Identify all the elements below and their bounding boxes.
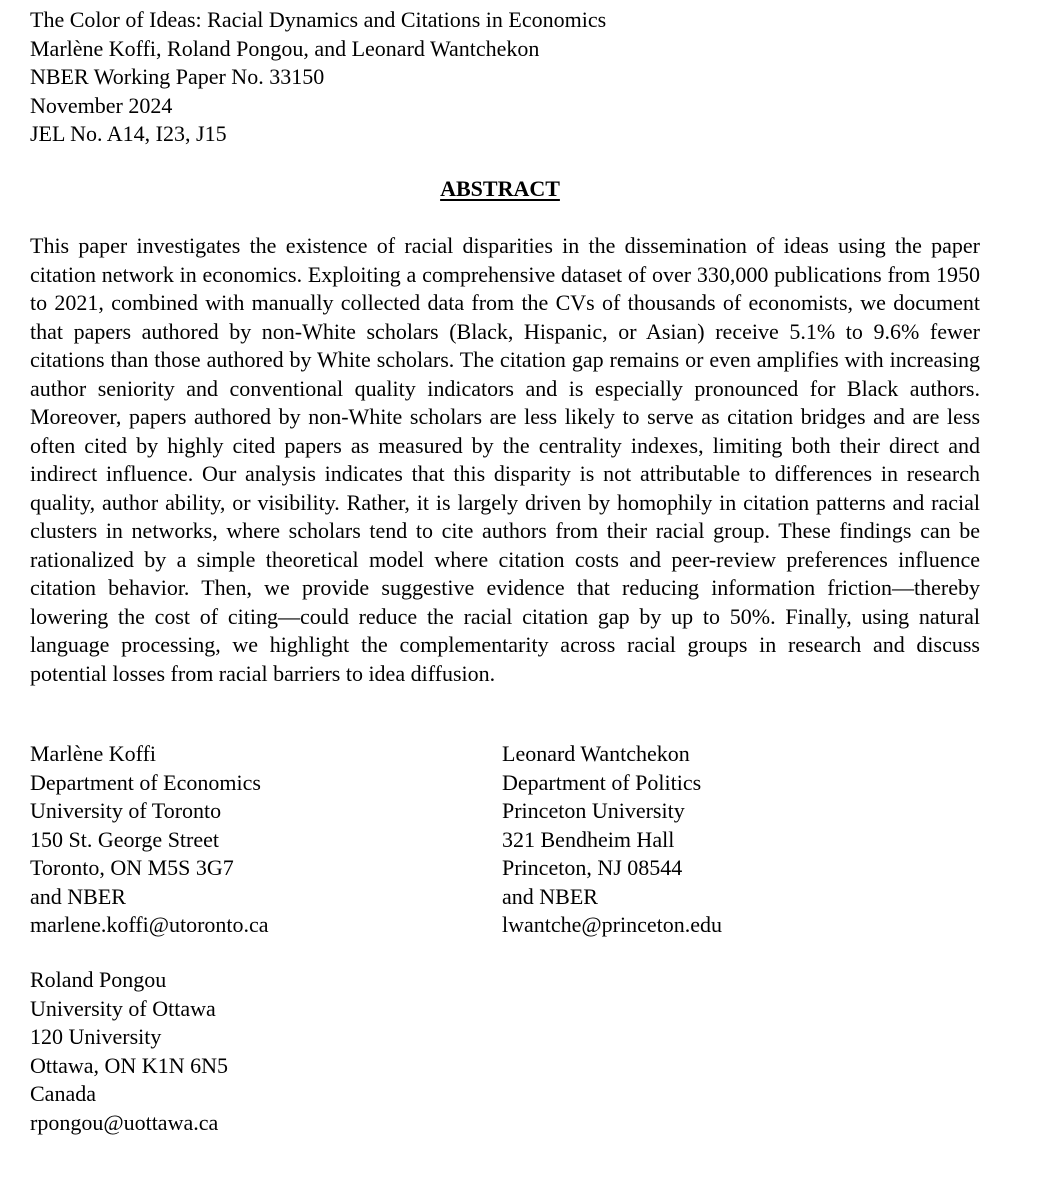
author-department: Department of Politics	[502, 769, 702, 795]
author-institution: Princeton University	[502, 798, 685, 823]
abstract-heading: ABSTRACT	[440, 176, 560, 201]
author-email: marlene.koffi@utoronto.ca	[30, 912, 269, 937]
paper-header	[30, 6, 606, 149]
paper-jel: JEL No. A14, I23, J15	[30, 121, 227, 146]
author-address-koffi	[30, 740, 269, 940]
author-department: Department of Economics	[30, 769, 261, 795]
author-institution: University of Ottawa	[30, 995, 216, 1021]
author-email: rpongou@uottawa.ca	[30, 1109, 219, 1135]
abstract-text: This paper investigates the existence of racial disparities in the dissemination of ideas using the paper citation network in economics. Exploiting a comprehensive dataset of over 330,000 publications from 1950 to 2021, combined with manually collected data from the CVs of thousands of economists, we document that papers authored by non-White scholars (Black, Hispanic, or Asian) receive 5.1% to 9.6% fewer citations than those authored by White scholars. The citation gap remains or even amplifies with increasing author seniority and conventional quality indicators and is especially pronounced for Black authors. Moreover, papers authored by non-White scholars are less likely to serve as citation bridges and are less often cited by highly cited papers as measured by the centrality indexes, limiting both their direct and indirect influence. Our analysis indicates that this disparity is not attributable to differences in research quality, author ability, or visibility. Rather, it is largely driven by homophily in citation patterns and racial clusters in networks, where scholars tend to cite authors from their racial group. These findings can be rationalized by a simple theoretical model where citation costs and peer-review preferences influence citation behavior. Then, we provide suggestive evidence that reducing information friction—thereby lowering the cost of citing—could reduce the racial citation gap by up to 50%. Finally, using natural language processing, we highlight the complementarity across racial groups in research and discuss potential losses from racial barriers to idea diffusion.	[30, 233, 980, 686]
author-email: lwantche@princeton.edu	[502, 912, 723, 937]
author-city: Ottawa, ON K1N 6N5	[30, 1052, 228, 1078]
author-address-pongou	[30, 966, 228, 1137]
author-name: Leonard Wantchekon	[502, 741, 690, 766]
author-street: 321 Bendheim Hall	[502, 826, 675, 852]
author-street: 150 St. George Street	[30, 826, 220, 852]
author-name: Marlène Koffi	[30, 741, 157, 766]
author-affiliation: and NBER	[30, 883, 126, 909]
author-street: 120 University	[30, 1024, 162, 1049]
author-city: Toronto, ON M5S 3G7	[30, 855, 234, 880]
author-address-wantchekon	[502, 740, 722, 940]
paper-title: The Color of Ideas: Racial Dynamics and Citations in Economics	[30, 7, 607, 32]
author-city: Princeton, NJ 08544	[502, 855, 683, 880]
paper-authors: Marlène Koffi, Roland Pongou, and Leonard Wantchekon	[30, 35, 540, 61]
author-country: Canada	[30, 1081, 96, 1106]
author-affiliation: and NBER	[502, 883, 598, 909]
author-institution: University of Toronto	[30, 798, 222, 823]
paper-series: NBER Working Paper No. 33150	[30, 64, 325, 89]
paper-date: November 2024	[30, 92, 173, 118]
author-name: Roland Pongou	[30, 967, 167, 992]
